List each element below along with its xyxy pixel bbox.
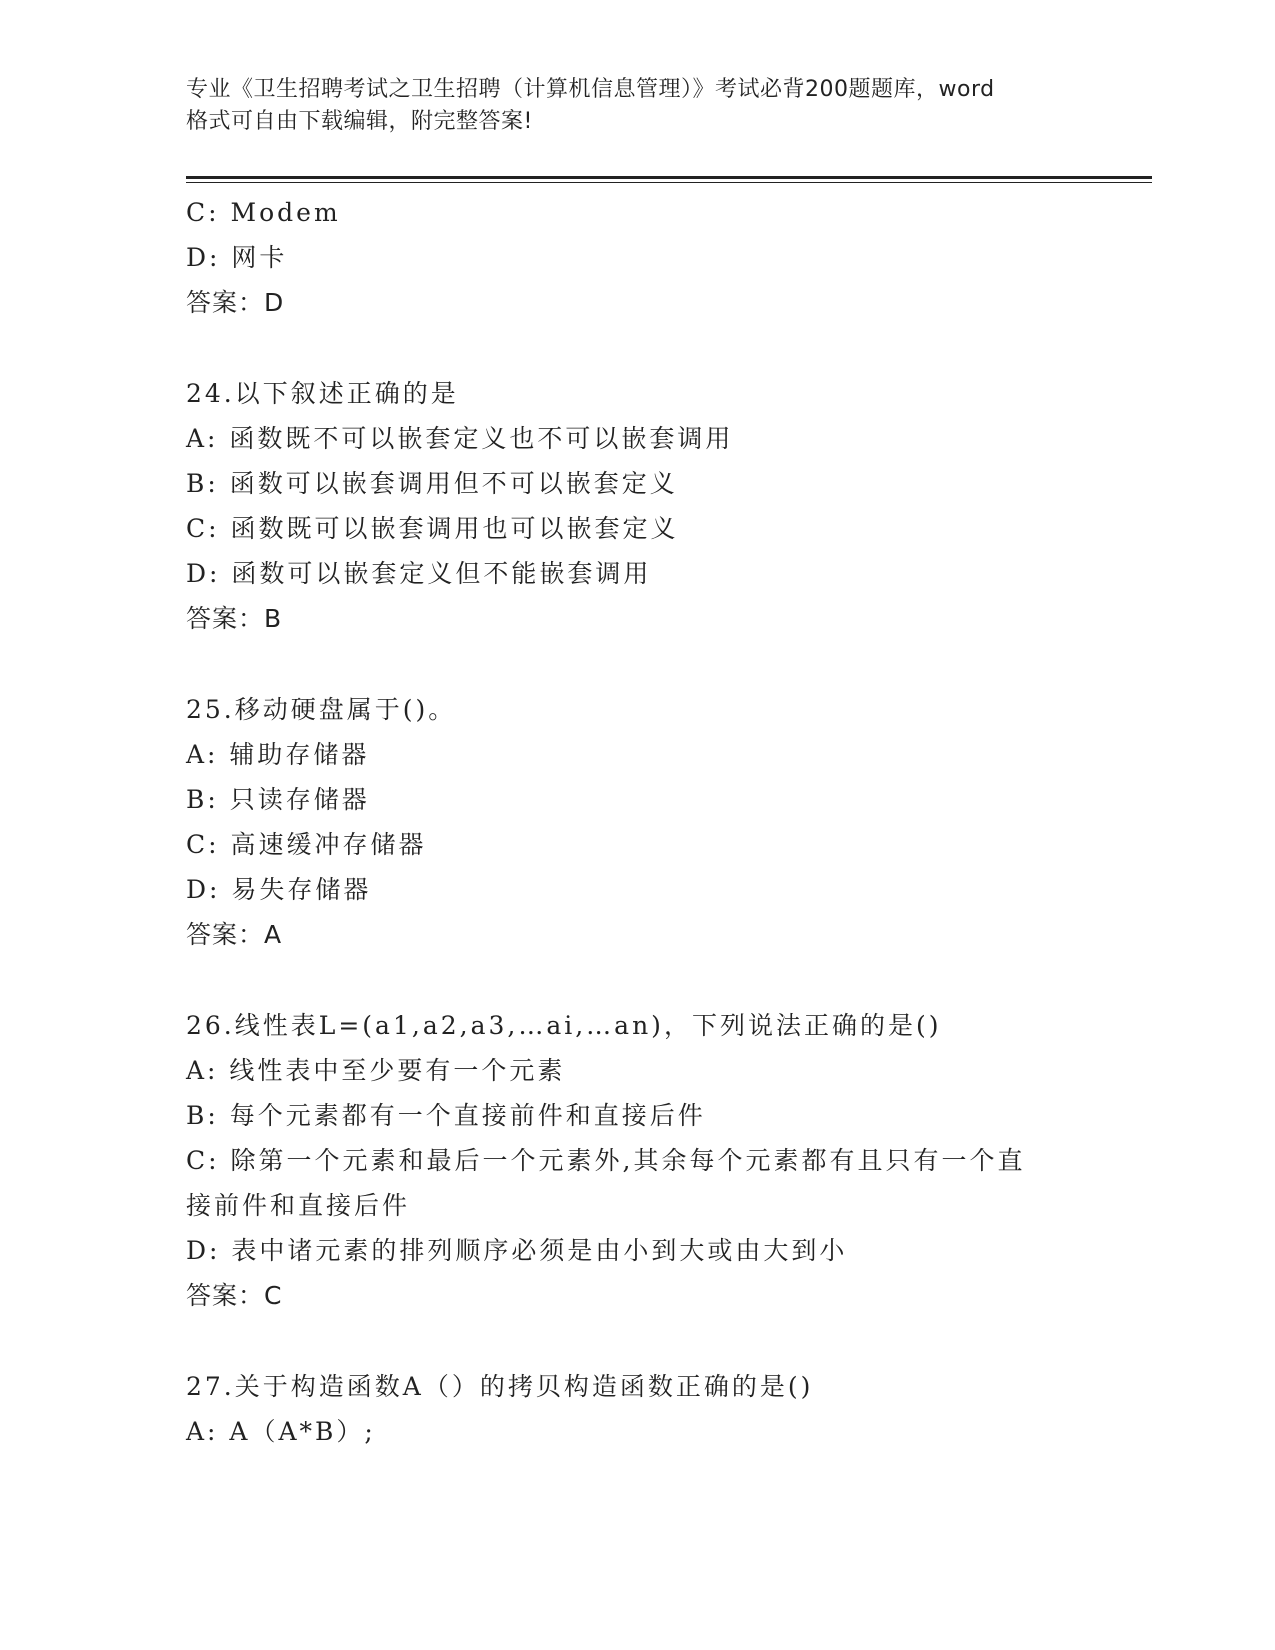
answer: 答案：A [186,920,283,949]
question-stem: 26.线性表L=(a1,a2,a3,…ai,…an)，下列说法正确的是() [186,1011,942,1040]
document-header [186,74,1086,138]
option-c: C: Modem [186,198,341,227]
option-d: D: 函数可以嵌套定义但不能嵌套调用 [186,559,652,588]
option-a: A: 辅助存储器 [186,740,370,769]
answer: 答案：D [186,288,285,317]
option-b: B: 只读存储器 [186,785,370,814]
header-title-line-1: 专业《卫生招聘考试之卫生招聘（计算机信息管理）》考试必背200题题库，word [186,77,995,102]
option-c: C: 除第一个元素和最后一个元素外,其余每个元素都有且只有一个直 [186,1146,1026,1175]
option-d: D: 表中诸元素的排列顺序必须是由小到大或由大到小 [186,1236,848,1265]
answer: 答案：B [186,604,283,633]
option-a: A: 线性表中至少要有一个元素 [186,1056,566,1085]
question-stem: 27.关于构造函数A（）的拷贝构造函数正确的是() [186,1372,814,1401]
option-b: B: 函数可以嵌套调用但不可以嵌套定义 [186,469,678,498]
question-stem: 25.移动硬盘属于()。 [186,695,457,724]
option-d: D: 易失存储器 [186,875,372,904]
option-c-continued: 接前件和直接后件 [186,1191,411,1220]
option-c: C: 高速缓冲存储器 [186,830,427,859]
option-d: D: 网卡 [186,243,288,272]
option-a: A: 函数既不可以嵌套定义也不可以嵌套调用 [186,424,734,453]
header-title-line-2: 格式可自由下载编辑，附完整答案! [186,109,533,134]
question-list [186,190,1126,1454]
option-c: C: 函数既可以嵌套调用也可以嵌套定义 [186,514,679,543]
header-divider [186,176,1152,183]
option-a: A: A（A*B）; [186,1417,376,1446]
option-b: B: 每个元素都有一个直接前件和直接后件 [186,1101,706,1130]
answer: 答案：C [186,1281,283,1310]
question-stem: 24.以下叙述正确的是 [186,379,459,408]
